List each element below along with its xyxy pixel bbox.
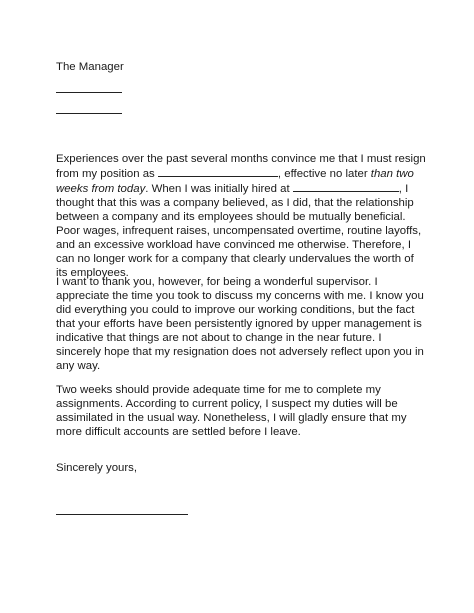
paragraph-transition: Two weeks should provide adequate time for me to complete my assignments. According to current policy, I suspect my duties will be assimilated in the usual way. Nonetheless, I will gladly ensure that my more difficult accounts are settled before I leave.: [56, 384, 407, 438]
paragraph-resignation: [56, 152, 428, 280]
closing-salutation: Sincerely yours,: [56, 462, 138, 474]
paragraph1-part1: Experiences over the past several months convince me that I must resign from my position as: [56, 153, 426, 180]
signature-line: [56, 514, 188, 515]
paragraph1-part3: . When I was initially hired at: [145, 183, 293, 195]
paragraph1-part2: , effective no later: [277, 168, 371, 180]
paragraph-thanks: I want to thank you, however, for being a wonderful supervisor. I appreciate the time you took to discuss my concerns with me. I know you did everything you could to improve our working conditions, but the fact that your efforts have been persistently ignored by upper management is indicative that things are not about to change in the near future. I sincerely hope that my resignation does not adversely reflect upon you in any way.: [56, 276, 424, 372]
position-blank: [158, 166, 278, 177]
paragraph1-part4: , I thought that this was a company believed, as I did, that the relationship between a company and its employees should be mutually beneficial. Poor wages, infrequent raises, uncompensated overtime, routine layoffs, and an excessive workload have convinced me otherwise. Therefore, I can no longer work for a company that clearly undervalues the worth of its employees.: [56, 183, 422, 279]
company-blank: [293, 181, 399, 192]
recipient-blank-line-2: [56, 113, 122, 114]
recipient-title: The Manager: [56, 61, 124, 73]
paragraph1-italic: than two weeks from today: [56, 168, 414, 195]
recipient-blank-line-1: [56, 92, 122, 93]
